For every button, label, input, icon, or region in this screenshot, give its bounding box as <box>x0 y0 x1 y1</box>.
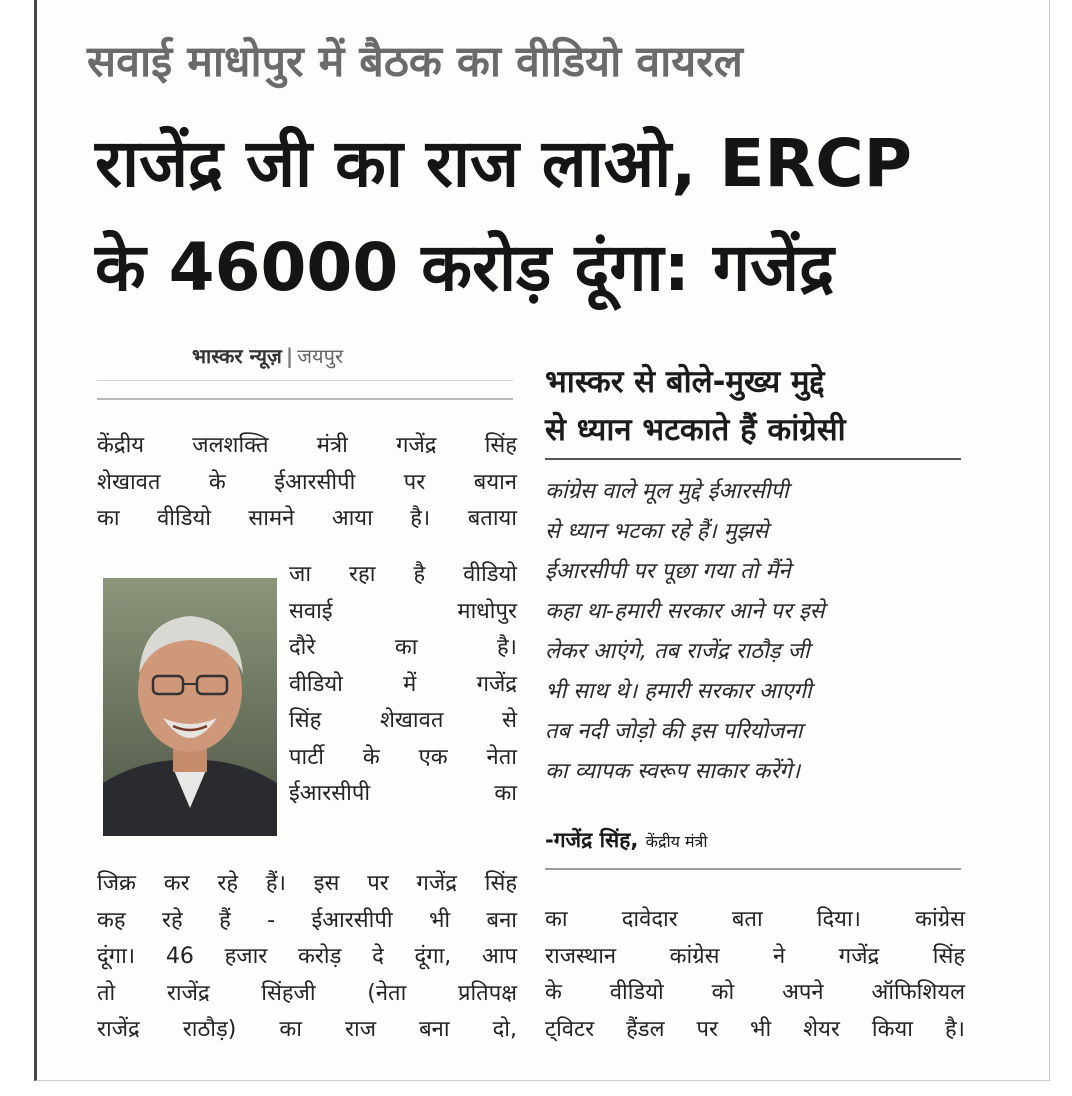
article-line: जा रहा है वीडियो <box>289 562 517 587</box>
kicker-headline: सवाई माधोपुर में बैठक का वीडियो वायरल <box>87 37 743 87</box>
article-line: ट्विटर हैंडल पर भी शेयर किया है। <box>545 1016 965 1042</box>
byline-agency: भास्कर न्यूज़ <box>192 344 282 368</box>
signature-role: केंद्रीय मंत्री <box>645 832 708 851</box>
quote-line: ईआरसीपी पर पूछा गया तो मैंने <box>545 559 791 584</box>
article-line: राजेंद्र राठौड़) का राज बना दो, <box>97 1017 517 1042</box>
article-line: का वीडियो सामने आया है। बताया <box>97 506 517 531</box>
article-line: वीडियो में गजेंद्र <box>289 671 517 697</box>
article-line: कह रहे हैं - ईआरसीपी भी बना <box>97 907 517 933</box>
article-body-bottom <box>97 866 517 1049</box>
article-line: के वीडियो को अपने ऑफिशियल <box>545 980 965 1005</box>
quote-line: कांग्रेस वाले मूल मुद्दे ईआरसीपी <box>545 479 789 504</box>
article-body-top <box>97 428 517 538</box>
main-headline <box>95 112 1035 320</box>
quote-line: का व्यापक स्वरूप साकार करेंगे। <box>545 759 801 784</box>
article-line: दूंगा। 46 हजार करोड़ दे दूंगा, आप <box>97 944 517 969</box>
article-line: ईआरसीपी का <box>289 781 517 806</box>
article-line: शेखावत के ईआरसीपी पर बयान <box>97 469 517 495</box>
article-line: तो राजेंद्र सिंहजी (नेता प्रतिपक्ष <box>97 980 517 1006</box>
quote-line: लेकर आएंगे, तब राजेंद्र राठौड़ जी <box>545 639 810 664</box>
quote-line: तब नदी जोड़ो की इस परियोजना <box>545 719 803 744</box>
divider <box>97 380 513 381</box>
sidebar-title-line: भास्कर से बोले-मुख्य मुद्दे <box>545 364 825 400</box>
signature-name: -गजेंद्र सिंह, <box>545 828 639 852</box>
divider <box>545 868 961 870</box>
byline-city: जयपुर <box>297 344 344 368</box>
article-line: राजस्थान कांग्रेस ने गजेंद्र सिंह <box>545 943 965 969</box>
article-line: का दावेदार बता दिया। कांग्रेस <box>545 907 965 932</box>
article-line: जिक्र कर रहे हैं। इस पर गजेंद्र सिंह <box>97 871 517 896</box>
article-line: दौरे का है। <box>289 635 517 660</box>
person-portrait-icon <box>103 578 277 836</box>
newspaper-clipping <box>34 0 1050 1081</box>
sidebar-quote <box>545 472 965 792</box>
article-line: सिंह शेखावत से <box>289 708 517 733</box>
article-line: सवाई माधोपुर <box>289 598 517 624</box>
divider <box>97 398 513 400</box>
quote-line: भी साथ थे। हमारी सरकार आएगी <box>545 679 812 704</box>
headline-line-1: राजेंद्र जी का राज लाओ, ERCP <box>95 125 913 202</box>
divider <box>545 458 961 460</box>
headline-line-2: के 46000 करोड़ दूंगा: गजेंद्र <box>95 229 835 306</box>
quote-line: से ध्यान भटका रहे हैं। मुझसे <box>545 519 769 544</box>
article-body-wrap <box>289 557 517 813</box>
article-continuation <box>545 902 965 1048</box>
quote-line: कहा था-हमारी सरकार आने पर इसे <box>545 599 825 624</box>
quote-signature <box>545 826 708 854</box>
article-line: पार्टी के एक नेता <box>289 744 517 770</box>
article-line: केंद्रीय जलशक्ति मंत्री गजेंद्र सिंह <box>97 433 517 458</box>
byline-separator: | <box>285 344 294 368</box>
sidebar-title <box>545 358 985 454</box>
byline <box>192 342 343 369</box>
sidebar-title-line: से ध्यान भटकाते हैं कांग्रेसी <box>545 412 846 448</box>
